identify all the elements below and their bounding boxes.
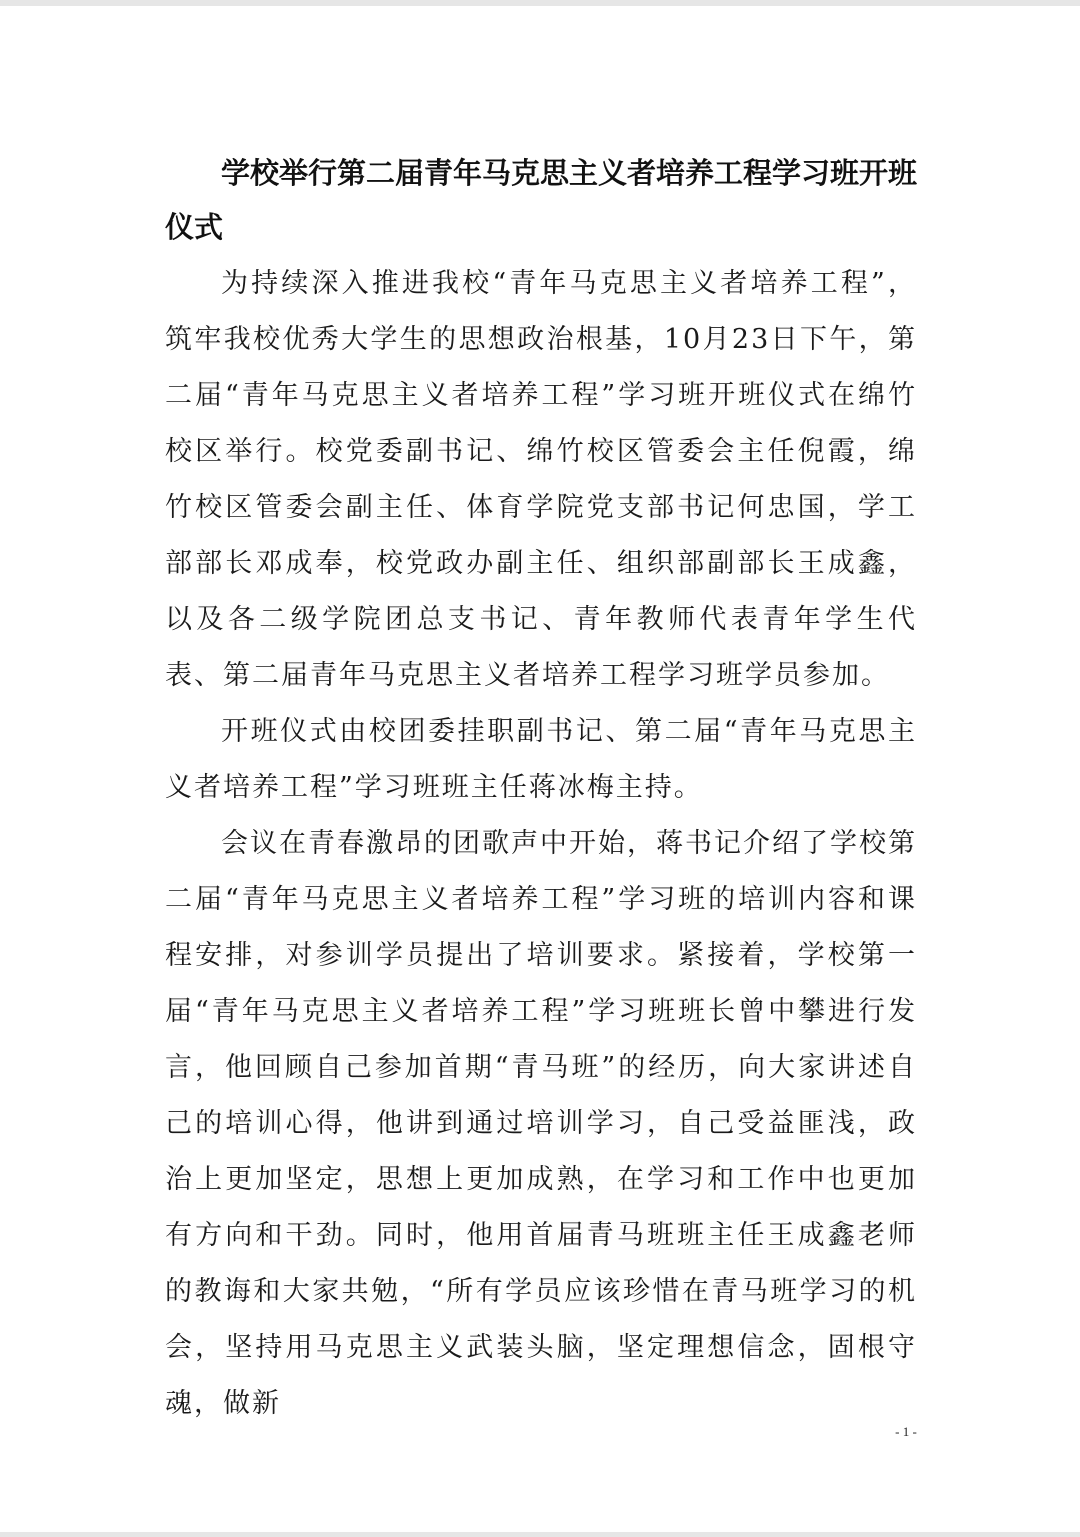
paragraph-2: 开班仪式由校团委挂职副书记、第二届“青年马克思主义者培养工程”学习班班主任蒋冰梅主持。 [165, 716, 917, 803]
page-number: - 1 - [895, 1424, 917, 1439]
page-title: 学校举行第二届青年马克思主义者培养工程学习班开班仪式 [165, 156, 918, 244]
paragraph-3: 会议在青春激昂的团歌声中开始，蒋书记介绍了学校第二届“青年马克思主义者培养工程”学习班的培训内容和课程安排，对参训学员提出了培训要求。紧接着，学校第一届“青年马克思主义者培养工程”学习班班长曾中攀进行发言，他回顾自己参加首期“青马班”的经历，向大家讲述自己的培训心得，他讲到通过培训学习，自己受益匪浅，政治上更加坚定，思想上更加成熟，在学习和工作中也更加有方向和干劲。同时，他用首届青马班班主任王成鑫老师的教诲和大家共勉，“所有学员应该珍惜在青马班学习的机会，坚持用马克思主义武装头脑，坚定理想信念，固根守魂，做新 [165, 828, 917, 1419]
article-body [165, 256, 917, 1432]
document-page [0, 6, 1080, 1532]
paragraph-1: 为持续深入推进我校“青年马克思主义者培养工程”，筑牢我校优秀大学生的思想政治根基，10月23日下午，第二届“青年马克思主义者培养工程”学习班开班仪式在绵竹校区举行。校党委副书记、绵竹校区管委会主任倪霞，绵竹校区管委会副主任、体育学院党支部书记何忠国，学工部部长邓成奉，校党政办副主任、组织部副部长王成鑫，以及各二级学院团总支书记、青年教师代表青年学生代表、第二届青年马克思主义者培养工程学习班学员参加。 [165, 268, 917, 691]
